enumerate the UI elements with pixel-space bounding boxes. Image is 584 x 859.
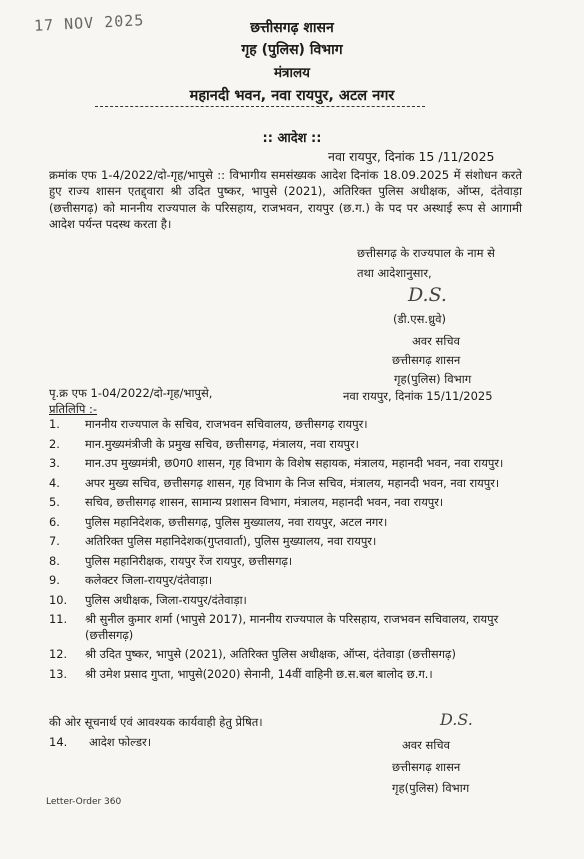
handwritten-signature-1: D.S.: [408, 284, 447, 306]
order-body: क्रमांक एफ 1-4/2022/दो-गृह/भापुसे :: विभागीय समसंख्यक आदेश दिनांक 18.09.2025 में संशोधन करते हुए राज्य शासन एतद्द्वारा श्री उदित पुष्कर, भापुसे (2021), अतिरिक्त पुलिस अधीक्षक, ऑप्स, दंतेवाड़ा (छत्तीसगढ़) को माननीय राज्यपाल के परिसहाय, राजभवन, रायपुर (छ.ग.) के पद पर अस्थाई रूप से आगामी आदेश पर्यन्त पदस्थ करता है।: [49, 168, 522, 231]
address-heading: महानदी भवन, नवा रायपुर, अटल नगर: [189, 88, 395, 104]
signatory-designation: अवर सचिव: [412, 334, 460, 348]
copy-note: की ओर सूचनार्थ एवं आवश्यक कार्यवाही हेतु प्रेषित।: [49, 715, 263, 729]
signatory-2-govt: छत्तीसगढ़ शासन: [392, 760, 461, 774]
state-heading: छत्तीसगढ़ शासन: [250, 20, 334, 36]
copy-14-text: आदेश फोल्डर।: [88, 735, 152, 749]
header-divider: [95, 106, 425, 107]
signatory-2-designation: अवर सचिव: [402, 738, 450, 752]
signatory-govt: छत्तीसगढ़ शासन: [392, 353, 461, 367]
copy-14-num: 14.: [49, 735, 68, 749]
list-item: 3. मान.उप मुख्यमंत्री, छ0ग0 शासन, गृह विभाग के विशेष सहायक, मंत्रालय, महानदी भवन, नवा रायपुर।: [49, 456, 504, 470]
list-item: 2. मान.मुख्यमंत्रीजी के प्रमुख सचिव, छत्तीसगढ़, मंत्रालय, नवा रायपुर।: [49, 436, 359, 451]
authority-line-2: तथा आदेशानुसार,: [357, 266, 432, 280]
list-item: 5. सचिव, छत्तीसगढ़ शासन, सामान्य प्रशासन विभाग, मंत्रालय, महानदी भवन, नवा रायपुर।: [49, 495, 444, 509]
list-item: 4. अपर मुख्य सचिव, छत्तीसगढ़ शासन, गृह विभाग के निज सचिव, मंत्रालय, महानदी भवन, नवा रायपुर।: [49, 475, 500, 490]
footer-label: Letter-Order 360: [46, 797, 122, 807]
list-item: 9. कलेक्टर जिला-रायपुर/दंतेवाड़ा।: [49, 573, 213, 587]
order-title: :: आदेश ::: [262, 131, 322, 146]
list-item: 11. श्री सुनील कुमार शर्मा (भापुसे 2017), माननीय राज्यपाल के परिसहाय, राजभवन सचिवालय, रायपुर (छत्तीसगढ़): [49, 612, 499, 642]
copy-label: प्रतिलिपि :-: [49, 402, 98, 416]
copy-list: [49, 417, 529, 682]
order-place-date: नवा रायपुर, दिनांक 15 /11/2025: [328, 149, 495, 164]
list-item: 12. श्री उदित पुष्कर, भापुसे (2021), अतिरिक्त पुलिस अधीक्षक, ऑप्स, दंतेवाड़ा (छत्तीसगढ़): [49, 647, 456, 661]
copy-14: [49, 735, 151, 750]
signatory-2-dept: गृह(पुलिस) विभाग: [392, 781, 470, 795]
list-item: 10. पुलिस अधीक्षक, जिला-रायपुर/दंतेवाड़ा।: [49, 592, 247, 607]
endorsement-ref: पृ.क्र एफ 1-04/2022/दो-गृह/भापुसे,: [49, 386, 213, 400]
signatory-name: (डी.एस.ध्रुवे): [393, 312, 447, 326]
list-item: 8. पुलिस महानिरीक्षक, रायपुर रेंज रायपुर, छत्तीसगढ़।: [49, 553, 293, 568]
list-item: 1. माननीय राज्यपाल के सचिव, राजभवन सचिवालय, छत्तीसगढ़ रायपुर।: [49, 417, 368, 431]
signature-authority-2: [357, 264, 432, 283]
handwritten-signature-2: D.S.: [440, 710, 473, 729]
list-item: 6. पुलिस महानिदेशक, छत्तीसगढ़, पुलिस मुख्यालय, नवा रायपुर, अटल नगर।: [49, 514, 388, 529]
signatory-dept: गृह(पुलिस) विभाग: [394, 372, 472, 386]
received-stamp: 17 NOV 2025: [33, 11, 145, 35]
list-item: 13. श्री उमेश प्रसाद गुप्ता, भापुसे(2020) सेनानी, 14वीं वाहिनी छ.स.बल बालोद छ.ग.।: [49, 666, 433, 681]
signature-authority: [357, 244, 495, 263]
authority-line-1: छत्तीसगढ़ के राज्यपाल के नाम से: [357, 246, 495, 260]
department-heading: गृह (पुलिस) विभाग: [241, 42, 343, 58]
endorsement-place-date: नवा रायपुर, दिनांक 15/11/2025: [343, 389, 493, 403]
list-item: 7. अतिरिक्त पुलिस महानिदेशक(गुप्तवार्ता), पुलिस मुख्यालय, नवा रायपुर।: [49, 534, 377, 548]
ministry-heading: मंत्रालय: [273, 65, 310, 81]
